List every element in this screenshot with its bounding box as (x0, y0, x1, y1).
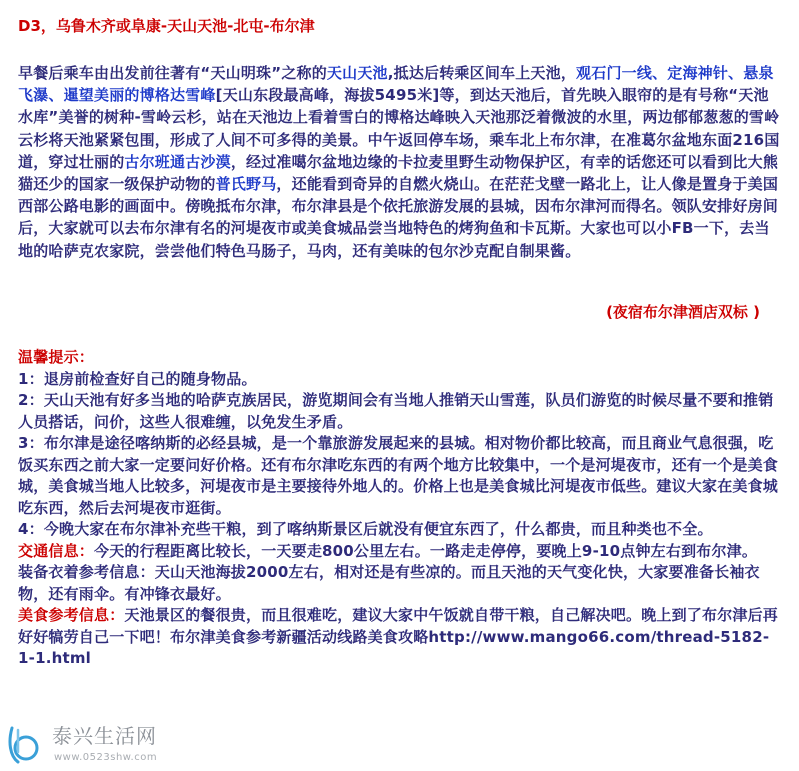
food-label: 美食参考信息： (18, 606, 125, 624)
keyword-scenic-spots: 观石门一线、定海神针、悬泉飞瀑、暹望美丽的博格达雪峰 (18, 64, 774, 105)
tip-item: 1：退房前检查好自己的随身物品。 (18, 369, 257, 388)
itinerary-paragraph (18, 62, 780, 262)
food-text: 天池景区的餐很贵，而且很难吃，建议大家中午饭就自带干粮，自己解决吧。晚上到了布尔津后再好好犒劳自己一下吧！布尔津美食参考新疆活动线路美食攻略 (18, 606, 779, 646)
traffic-info (18, 541, 782, 563)
watermark-site-url: www.0523shw.com (54, 752, 158, 763)
tip-item: 4：今晚大家在布尔津补充些干粮，到了喀纳斯景区后就没有便宜东西了，什么都贵，而且种类也不全。 (18, 520, 713, 538)
watermark-site-name: 泰兴生活网 (52, 724, 157, 748)
site-watermark (0, 716, 175, 768)
food-guide-link[interactable]: http://www.mango66.com/thread-5182-1-1.html (18, 627, 770, 667)
site-logo-icon (4, 722, 48, 766)
keyword-tianchi: 天山天池 (326, 64, 388, 82)
hotel-note: (夜宿布尔津酒店双标 ) (606, 303, 760, 321)
tip-item: 2：天山天池有好多当地的哈萨克族居民，游览期间会有当地人推销天山雪莲，队员们游览的时候尽量不要和推销人员搭话，问价，这些人很难缠，以免发生矛盾。 (18, 391, 774, 431)
itinerary-text: ，经过准噶尔盆地边缘的卡拉麦里野生动物保护区，有幸的话您还可以看到比大熊猫还少的国家一级保护动物的 (18, 152, 779, 194)
traffic-text: 今天的行程距离比较长，一天要走800公里左右。一路走走停停，要晚上9-10点钟左右到布尔津。 (94, 541, 758, 560)
tips-section (18, 347, 782, 670)
tip-item: 3：布尔津是途径喀纳斯的必经县城，是一个靠旅游发展起来的县城。相对物价都比较高，而且商业气息很强，吃饭买东西之前大家一定要问好价格。还有布尔津吃东西的有两个地方比较集中，一个是河堤夜市，还有一个是美食城，美食城当地人比较多，河堤夜市是主要接待外地人的。价格上也是美食城比河堤夜市低些。建议大家在美食城吃东西，然后去河堤夜市逛街。 (18, 434, 779, 517)
keyword-desert: 古尔班通古沙漠 (124, 152, 231, 171)
itinerary-text: ，还能看到奇异的自燃火烧山。在茫茫戈壁一路北上，让人像是置身于美国西部公路电影的画面中。傍晚抵布尔津，布尔津县是个依托旅游发展的县城，因布尔津河而得名。领队安排好房间后，大家就可以去布尔津有名的河堤夜市或美食城品尝当地特色的烤狗鱼和卡瓦斯。大家也可以小FB一下，去当地的哈萨克农家院，尝尝他们特色马肠子，马肉，还有美味的包尔沙克配自制果酱。 (18, 175, 779, 260)
clothing-info: 装备衣着参考信息：天山天池海拔2000左右，相对还是有些凉的。而且天池的天气变化快，大家要准备长袖衣物，还有雨伞。有冲锋衣最好。 (18, 563, 760, 603)
itinerary-text: 早餐后乘车由出发前往著有“天山明珠”之称的 (18, 64, 327, 82)
tips-heading: 温馨提示： (18, 348, 95, 366)
keyword-wild-horse: 普氏野马 (215, 175, 277, 194)
itinerary-text: ,抵达后转乘区间车上天池， (387, 64, 577, 82)
day-title: D3，乌鲁木齐或阜康-天山天池-北屯-布尔津 (18, 17, 315, 35)
food-info (18, 605, 782, 670)
traffic-label: 交通信息： (18, 541, 95, 560)
itinerary-text: [天山东段最高峰，海拔5495米]等，到达天池后，首先映入眼帘的是有号称“天池水库”美誉的树种-雪岭云杉，站在天池边上看着雪白的博格达峰映入天池那泛着微波的水里，两边郁郁葱葱的雪岭云杉将天池紧紧包围，形成了人间不可多得的美景。中午返回停车场，乘车北上布尔津，在准葛尔盆地东面216国道，穿过壮丽的 (18, 86, 780, 171)
